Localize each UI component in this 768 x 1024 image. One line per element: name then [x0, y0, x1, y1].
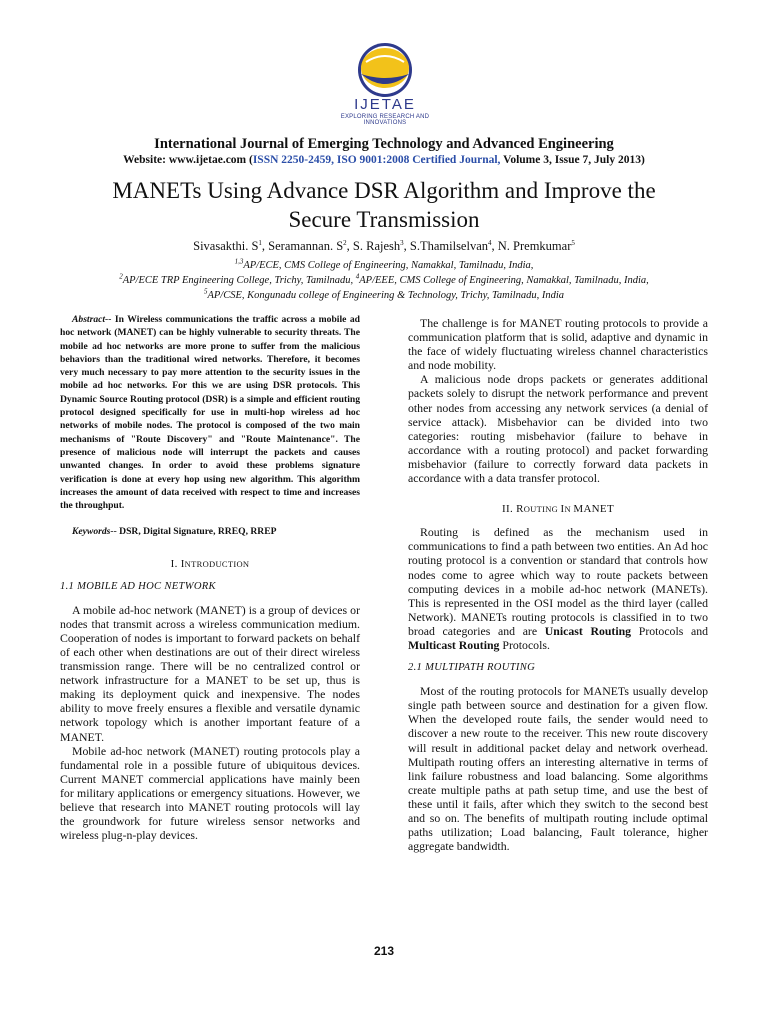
author-list: Sivasakthi. $S^1$, Seramannan. $S^2$, S. Rajesh$^3$, S.Thamilselvan$^4$, N. Premkumar$^5$ [193, 238, 575, 253]
affil-text: AP/CSE, Kongunadu college of Engineering & Technology, Trichy, Tamilnadu, India [207, 290, 564, 301]
paragraph: Routing is defined as the mechanism used in communications to find a path between two entities. An Ad hoc routing protocol is a convention or standard that controls how nodes come to agree which way to route packets between computing devices in a mobile ad-hoc network (MANETs). This is represented in the OSI model as the third layer (called Network). MANETs routing protocols is classified in to two broad categories and are Unicast Routing Protocols and Multicast Routing Protocols. [408, 525, 709, 652]
affil-text: AP/ECE TRP Engineering College, Trichy, Tamilnadu, [122, 275, 356, 286]
logo-tagline: EXPLORING RESEARCH AND INNOVATIONS [340, 114, 430, 126]
left-column [60, 313, 360, 842]
affiliation-line-2 [0, 272, 768, 286]
affiliation-line-1 [0, 257, 768, 271]
author-sup: 1 [258, 238, 262, 247]
logo-emblem-icon [330, 40, 440, 100]
journal-title: International Journal of Emerging Technology and Advanced Engineering [154, 136, 614, 152]
paper-title: MANETs Using Advance DSR Algorithm and Improve the Secure Transmission [112, 178, 656, 232]
paragraph: Most of the routing protocols for MANETs usually develop single path between source and destination for a given flow. When the developed route fails, the sender would need to discover a new route to the receiver. This new route discovery will result in additional packet delay and network overhead. Multipath routing offers an interesting alternative in terms of link failure robustness and load balancing. Some algorithms create multiple paths at path setup time, and use the best of these until it fails, after which they switch to the second best and so on. The benefits of multipath routing include optimal paths utilization; Load balancing, Fault tolerance, higher aggregate bandwidth. [408, 684, 708, 854]
journal-logo [330, 40, 440, 126]
author-sup: 5 [571, 238, 575, 247]
affil-sup: 2 [119, 272, 123, 281]
subsection-heading: 2.1 MULTIPATH ROUTING [408, 662, 536, 674]
author-sup: 2 [343, 238, 347, 247]
volume-text: Volume 3, Issue 7, July 2013) [500, 154, 645, 166]
author-name: Sivasakthi. S [193, 239, 259, 253]
author-name: S.Thamilselvan [409, 239, 489, 253]
abstract-text: In Wireless communications the traffic across a mobile ad hoc network (MANET) can be highly vulnerable to security threats. The mobile ad hoc networks are more prone to suffer from the malicious behaviors than the traditional wired networks. Therefore, it becomes very much necessary to pay more attention to the security issues in the mobile ad hoc networks. For this we are using DSR protocols. This Dynamic Source Routing protocol (DSR) is a simple and efficient routing protocol designed specifically for use in multi-hop wireless ad hoc networks of mobile nodes. The protocol is composed of the two main mechanisms of "Route Discovery" and "Route Maintenance". The presence of malicious node will interrupt the packets and causes unwanted changes. In order to avoid these problems signature verification is done at every hop using new algorithm. This algorithm increases the amount of data received with respect to time and increases the throughput. [60, 314, 360, 512]
keywords [60, 525, 360, 539]
journal-website-line [0, 154, 768, 166]
paragraph: Mobile ad-hoc network (MANET) routing protocols play a fundamental role in a possible future of ubiquitous devices. Current MANET commercial applications have mainly been for military applications or emergency situations. However, we believe that research into MANET routing protocols will lay the groundwork for future wireless sensor networks and wireless plug-n-play devices. [60, 743, 360, 843]
paragraph: A mobile ad-hoc network (MANET) is a group of devices or nodes that transmit across a wireless communication medium. Cooperation of nodes is important to forward packets on behalf of each other when destinations are out of their direct wireless transmission range. There will be no centralized control or network infrastructure for a MANET to be set up, thus is making its deployment quick and inexpensive. The nodes ability to move freely ensures a flexible and versatile dynamic network topology which is another important feature of a MANET. [60, 602, 360, 744]
author-name: Seramannan. S [268, 239, 344, 253]
keywords-text: DSR, Digital Signature, RREQ, RREP [116, 526, 277, 538]
abstract-label: Abstract-- [72, 314, 112, 325]
subsection-heading: 1.1 MOBILE AD HOC NETWORK [60, 580, 216, 592]
issn-text: ISSN 2250-2459, ISO 9001:2008 Certified Journal, [252, 154, 501, 166]
abstract [60, 313, 360, 512]
author-sup: 3 [400, 238, 404, 247]
section-heading-routing: II. ROUTING IN MANET [502, 503, 614, 516]
keywords-label: Keywords-- [72, 526, 117, 538]
paragraph: The challenge is for MANET routing protocols to provide a communication platform that is solid, adaptive and dynamic in the face of widely fluctuating wireless channel characteristics and node mobility. [408, 316, 708, 373]
page-number: 213 [373, 944, 395, 958]
affiliation-line-3 [0, 287, 768, 301]
author-name: N. Premkumar [497, 239, 572, 253]
website-prefix: Website: www.ijetae.com ( [123, 154, 253, 166]
author-sup: 4 [488, 238, 492, 247]
paragraph: A malicious node drops packets or generates additional packets solely to disrupt the network performance and prevent other nodes from accessing any network services (a denial of service attack). Misbehavior can be divided into two categories: routing misbehavior (failure to behave in accordance with a routing protocol) and packet forwarding misbehavior (failure to correctly forward data packets in accordance with a data transfer protocol. [408, 372, 708, 486]
affil-sup: 5 [203, 287, 208, 296]
author-name: S. Rajesh [352, 239, 401, 253]
affil-text: AP/ECE, CMS College of Engineering, Namakkal, Tamilnadu, India, [243, 260, 534, 271]
affil-text: AP/EEE, CMS College of Engineering, Namakkal, Tamilnadu, India, [359, 275, 649, 286]
affil-sup: 4 [355, 272, 360, 281]
right-column [408, 316, 708, 853]
affil-sup: 1,3 [234, 257, 244, 266]
logo-name: IJETAE [354, 96, 416, 113]
section-heading-introduction: I. INTRODUCTION [170, 557, 250, 570]
